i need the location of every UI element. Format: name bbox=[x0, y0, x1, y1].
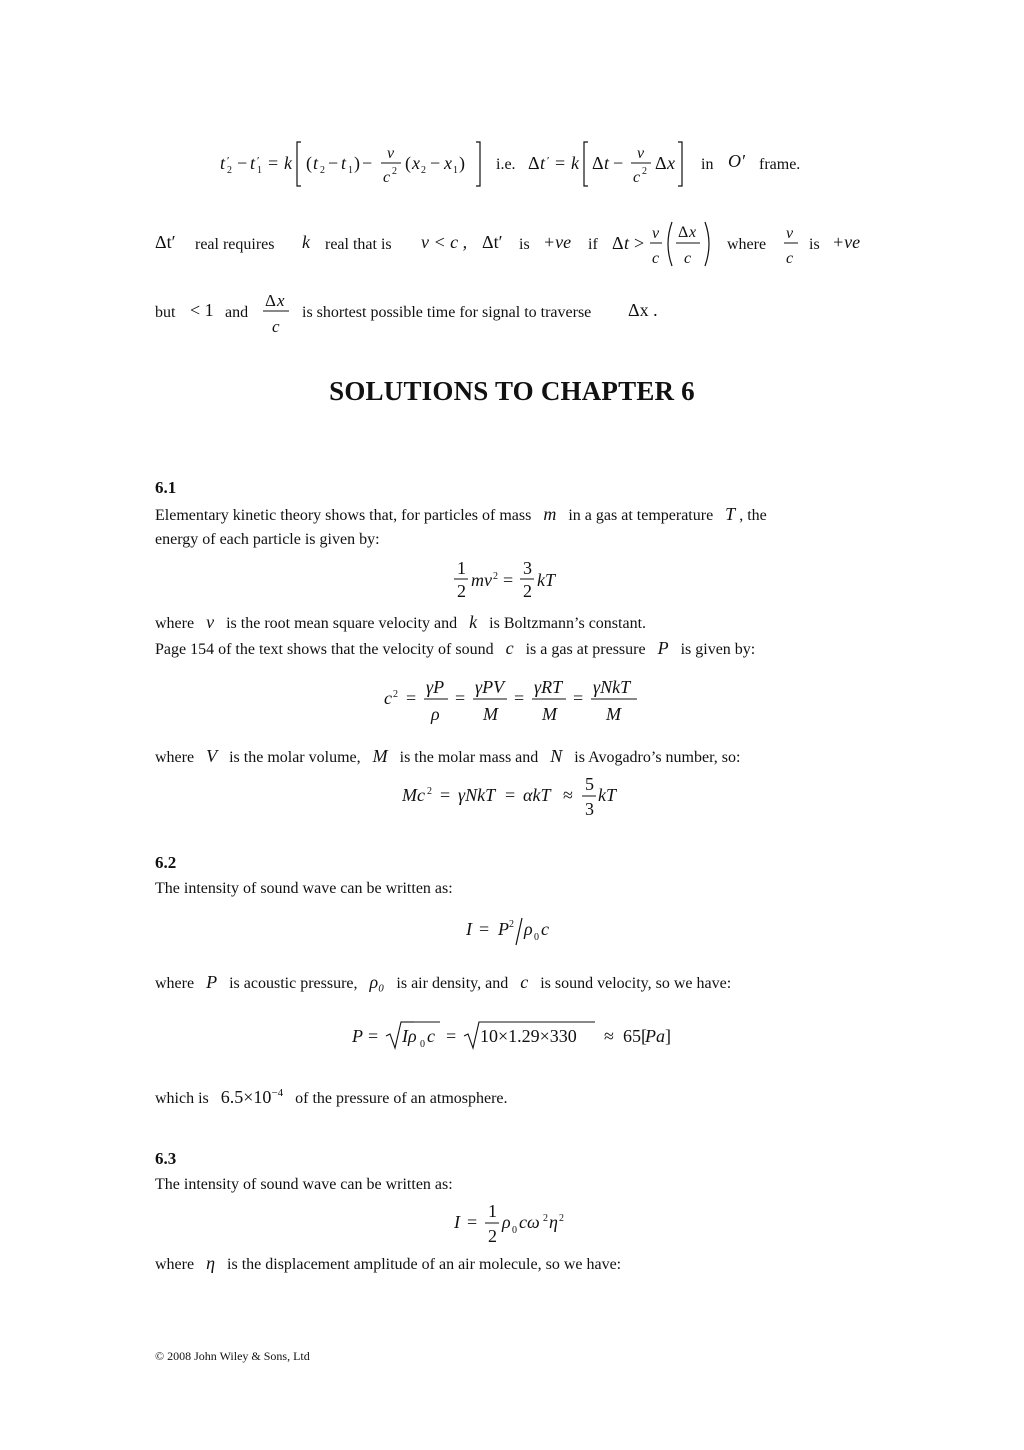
c-symbol: c bbox=[520, 972, 529, 992]
delta-x: Δx . bbox=[628, 300, 658, 320]
c-symbol: c bbox=[505, 638, 514, 658]
svg-text:2: 2 bbox=[523, 581, 532, 601]
svg-text:−: − bbox=[237, 153, 248, 173]
svg-text:cω: cω bbox=[519, 1212, 540, 1232]
svg-text:c: c bbox=[786, 250, 794, 267]
svg-text:γPV: γPV bbox=[475, 677, 505, 697]
svg-text:=: = bbox=[555, 153, 566, 173]
section-6-1-label: 6.1 bbox=[155, 478, 177, 497]
svg-text:>: > bbox=[634, 233, 645, 253]
text: is given by: bbox=[680, 641, 756, 658]
shortest-time-text: is shortest possible time for signal to traverse bbox=[302, 304, 592, 321]
text: where bbox=[155, 615, 195, 632]
section-6-1-line2: energy of each particle is given by: bbox=[155, 531, 380, 548]
svg-text:1: 1 bbox=[457, 558, 466, 578]
svg-text:αkT: αkT bbox=[523, 785, 551, 805]
section-6-2-line3 bbox=[155, 1083, 508, 1109]
svg-text:M: M bbox=[606, 704, 621, 724]
svg-text:0: 0 bbox=[512, 1225, 517, 1236]
svg-text:v: v bbox=[786, 225, 794, 242]
svg-text:≈: ≈ bbox=[604, 1026, 614, 1046]
svg-text:1: 1 bbox=[348, 165, 353, 176]
text: is the displacement amplitude of an air molecule, so we have: bbox=[227, 1256, 622, 1273]
svg-text:t: t bbox=[250, 153, 256, 173]
svg-text:2: 2 bbox=[642, 166, 647, 177]
svg-text:ρ: ρ bbox=[431, 704, 440, 724]
svg-text:2: 2 bbox=[393, 689, 398, 700]
svg-text:c: c bbox=[427, 1026, 435, 1046]
svg-text:c: c bbox=[684, 250, 692, 267]
svg-text:c: c bbox=[384, 688, 392, 708]
k-symbol: k bbox=[302, 232, 310, 252]
section-6-1-line4 bbox=[155, 638, 755, 660]
svg-text:P: P bbox=[352, 1026, 363, 1046]
ratio-value: $6.5\times 10^{-4}$ bbox=[220, 1087, 284, 1107]
svg-text:2: 2 bbox=[543, 1213, 548, 1224]
svg-text:2: 2 bbox=[493, 571, 498, 582]
svg-text:I: I bbox=[454, 1212, 460, 1232]
svg-text:Δ: Δ bbox=[592, 153, 604, 173]
svg-text:2: 2 bbox=[392, 166, 397, 177]
section-6-3-line1: The intensity of sound wave can be written as: bbox=[155, 1176, 453, 1193]
section-6-1-line5 bbox=[155, 746, 740, 768]
text: is acoustic pressure, bbox=[229, 975, 358, 992]
text: where bbox=[155, 975, 195, 992]
svg-text:c: c bbox=[652, 250, 660, 267]
svg-text:2: 2 bbox=[559, 1213, 564, 1224]
svg-text:2: 2 bbox=[457, 581, 466, 601]
svg-text:2: 2 bbox=[320, 165, 325, 176]
svg-text:5: 5 bbox=[585, 774, 594, 794]
v-less-c: v < c , bbox=[421, 232, 468, 252]
svg-text:2: 2 bbox=[427, 786, 432, 797]
delta-x-over-c bbox=[261, 286, 295, 338]
if-text: if bbox=[588, 236, 598, 253]
equation-intensity-displacement bbox=[454, 1201, 584, 1251]
svg-text:Pa: Pa bbox=[645, 1026, 665, 1046]
section-6-1-line1 bbox=[155, 504, 870, 526]
svg-text:kT: kT bbox=[598, 785, 616, 805]
section-6-2-line2 bbox=[155, 972, 731, 994]
text: Elementary kinetic theory shows that, for particles of mass bbox=[155, 507, 532, 524]
shortest-time-line bbox=[155, 286, 755, 338]
svg-text:2: 2 bbox=[421, 165, 426, 176]
equation-kinetic-energy bbox=[452, 557, 582, 607]
svg-text:k: k bbox=[571, 153, 579, 173]
text: is sound velocity, so we have: bbox=[540, 975, 732, 992]
svg-text:Mc: Mc bbox=[402, 785, 425, 805]
k-symbol: k bbox=[469, 612, 478, 632]
svg-text:x: x bbox=[689, 224, 697, 241]
svg-text:2: 2 bbox=[488, 1226, 497, 1246]
svg-text:=: = bbox=[440, 785, 451, 805]
plus-ve-2: +ve bbox=[832, 232, 861, 252]
eta-symbol: η bbox=[206, 1253, 216, 1273]
text: is the root mean square velocity and bbox=[226, 615, 458, 632]
svg-text:c: c bbox=[383, 169, 391, 186]
equation-delta-t-prime bbox=[528, 138, 698, 190]
svg-text:t: t bbox=[220, 153, 226, 173]
svg-text:0: 0 bbox=[420, 1039, 425, 1050]
svg-text:−: − bbox=[362, 153, 373, 173]
svg-text:=: = bbox=[368, 1026, 379, 1046]
copyright-footer: © 2008 John Wiley & Sons, Ltd bbox=[155, 1349, 310, 1363]
section-6-2-line1: The intensity of sound wave can be written as: bbox=[155, 880, 453, 897]
text: is the molar mass and bbox=[399, 749, 539, 766]
svg-text:v: v bbox=[652, 225, 660, 242]
text: Page 154 of the text shows that the velocity of sound bbox=[155, 641, 494, 658]
svg-text:v: v bbox=[387, 145, 395, 162]
real-requires-text: real requires bbox=[195, 236, 275, 253]
is-text: is bbox=[519, 236, 530, 253]
svg-text:=: = bbox=[505, 785, 516, 805]
svg-text:=: = bbox=[573, 688, 584, 708]
svg-text:t: t bbox=[624, 233, 630, 253]
svg-text:Δ: Δ bbox=[528, 153, 540, 173]
svg-text:−: − bbox=[430, 153, 441, 173]
delta-t-prime-2: Δt′ bbox=[482, 232, 503, 252]
in-text: in bbox=[701, 156, 714, 173]
section-6-1-line3 bbox=[155, 612, 646, 634]
equation-lorentz-time-difference bbox=[220, 138, 490, 190]
text: of the pressure of an atmosphere. bbox=[295, 1090, 508, 1107]
svg-text:=: = bbox=[503, 570, 514, 590]
svg-text:v: v bbox=[637, 145, 645, 162]
svg-text:1: 1 bbox=[488, 1201, 497, 1221]
is-text-2: is bbox=[809, 236, 820, 253]
frame-text: frame. bbox=[759, 156, 801, 173]
chapter-heading: SOLUTIONS TO CHAPTER 6 bbox=[329, 376, 695, 406]
svg-text:10×1.29×330: 10×1.29×330 bbox=[480, 1026, 577, 1046]
equation-acoustic-pressure bbox=[352, 1018, 682, 1056]
svg-text:t: t bbox=[540, 153, 546, 173]
text: which is bbox=[155, 1090, 209, 1107]
svg-text:ρ: ρ bbox=[502, 1212, 511, 1232]
text: where bbox=[155, 1256, 195, 1273]
svg-text:=: = bbox=[479, 919, 490, 939]
svg-text:≈: ≈ bbox=[563, 785, 573, 805]
equation-mc-squared bbox=[402, 772, 632, 822]
text: is Avogadro’s number, so: bbox=[574, 749, 741, 766]
svg-text:0: 0 bbox=[534, 932, 539, 943]
svg-text:γNkT: γNkT bbox=[593, 677, 631, 697]
svg-text:Δ: Δ bbox=[655, 153, 667, 173]
plus-ve: +ve bbox=[543, 232, 572, 252]
v-molar-symbol: V bbox=[206, 746, 218, 766]
v-over-c bbox=[782, 218, 802, 270]
svg-text:x: x bbox=[277, 291, 285, 310]
text: is the molar volume, bbox=[229, 749, 361, 766]
ie-text: i.e. bbox=[496, 156, 516, 173]
text: where bbox=[155, 749, 195, 766]
delta-t-prime: Δt′ bbox=[155, 232, 176, 252]
svg-text:−: − bbox=[328, 153, 339, 173]
svg-text:(: ( bbox=[405, 153, 411, 173]
svg-text:1: 1 bbox=[257, 165, 262, 176]
svg-text:M: M bbox=[483, 704, 498, 724]
section-6-3-label: 6.3 bbox=[155, 1149, 177, 1168]
svg-text:t: t bbox=[604, 153, 610, 173]
svg-text:x: x bbox=[444, 153, 452, 173]
svg-text:2: 2 bbox=[227, 165, 232, 176]
svg-text:2: 2 bbox=[509, 919, 514, 930]
svg-text:=: = bbox=[514, 688, 525, 708]
svg-text:′: ′ bbox=[257, 155, 260, 167]
svg-text:M: M bbox=[542, 704, 557, 724]
svg-text:3: 3 bbox=[585, 799, 594, 819]
svg-text:η: η bbox=[549, 1212, 558, 1232]
svg-text:k: k bbox=[284, 153, 292, 173]
and-text: and bbox=[225, 304, 249, 321]
svg-text:−: − bbox=[613, 153, 624, 173]
rho-zero-symbol: ρ₀ bbox=[369, 972, 385, 992]
svg-text:]: ] bbox=[665, 1026, 671, 1046]
svg-text:Iρ: Iρ bbox=[402, 1026, 417, 1046]
svg-text:kT: kT bbox=[537, 570, 555, 590]
svg-text:=: = bbox=[406, 688, 417, 708]
n-symbol: N bbox=[550, 746, 563, 766]
svg-text:(: ( bbox=[306, 153, 312, 173]
section-6-2-label: 6.2 bbox=[155, 853, 177, 872]
m-symbol: m bbox=[543, 504, 557, 524]
inequality-delta-t bbox=[612, 218, 722, 270]
p-symbol: P bbox=[206, 972, 218, 992]
svg-text:x: x bbox=[412, 153, 420, 173]
svg-text:1: 1 bbox=[453, 165, 458, 176]
text: , the bbox=[739, 507, 767, 524]
svg-text:=: = bbox=[467, 1212, 478, 1232]
svg-text:=: = bbox=[455, 688, 466, 708]
svg-text:γRT: γRT bbox=[534, 677, 563, 697]
svg-text:x: x bbox=[667, 153, 675, 173]
where-text: where bbox=[727, 236, 767, 253]
svg-text:c: c bbox=[633, 169, 641, 186]
svg-text:′: ′ bbox=[547, 155, 550, 167]
text: in a gas at temperature bbox=[568, 507, 714, 524]
svg-text:Δ: Δ bbox=[612, 233, 624, 253]
svg-text:I: I bbox=[466, 919, 472, 939]
m-molar-symbol: M bbox=[372, 746, 388, 766]
svg-text:): ) bbox=[354, 153, 360, 173]
svg-text:mv: mv bbox=[471, 570, 492, 590]
real-that-is-text: real that is bbox=[325, 236, 392, 253]
text: is air density, and bbox=[396, 975, 509, 992]
less-than-one: < 1 bbox=[190, 300, 214, 320]
but-text: but bbox=[155, 304, 176, 321]
equation-intensity bbox=[466, 912, 566, 948]
text: is Boltzmann’s constant. bbox=[489, 615, 647, 632]
svg-text:Δ: Δ bbox=[678, 224, 689, 241]
svg-text:3: 3 bbox=[523, 558, 532, 578]
svg-text:): ) bbox=[459, 153, 465, 173]
equation-sound-velocity bbox=[382, 675, 642, 727]
t-symbol: T bbox=[725, 504, 736, 524]
section-6-3-line2 bbox=[155, 1253, 621, 1275]
svg-text:c: c bbox=[272, 317, 280, 336]
svg-text:γNkT: γNkT bbox=[458, 785, 496, 805]
svg-text:c: c bbox=[541, 919, 549, 939]
svg-text:P: P bbox=[498, 919, 509, 939]
svg-text:ρ: ρ bbox=[524, 919, 533, 939]
text: is a gas at pressure bbox=[525, 641, 646, 658]
svg-text:t: t bbox=[341, 153, 347, 173]
svg-text:′: ′ bbox=[227, 155, 230, 167]
svg-text:=: = bbox=[446, 1026, 457, 1046]
condition-line bbox=[155, 218, 875, 270]
svg-text:Δ: Δ bbox=[265, 291, 276, 310]
v-symbol: v bbox=[206, 612, 215, 632]
svg-text:65[: 65[ bbox=[623, 1026, 647, 1046]
svg-text:=: = bbox=[268, 153, 279, 173]
svg-text:t: t bbox=[313, 153, 319, 173]
frame-symbol: O′ bbox=[728, 151, 745, 171]
p-symbol: P bbox=[657, 638, 669, 658]
svg-text:γP: γP bbox=[426, 677, 445, 697]
